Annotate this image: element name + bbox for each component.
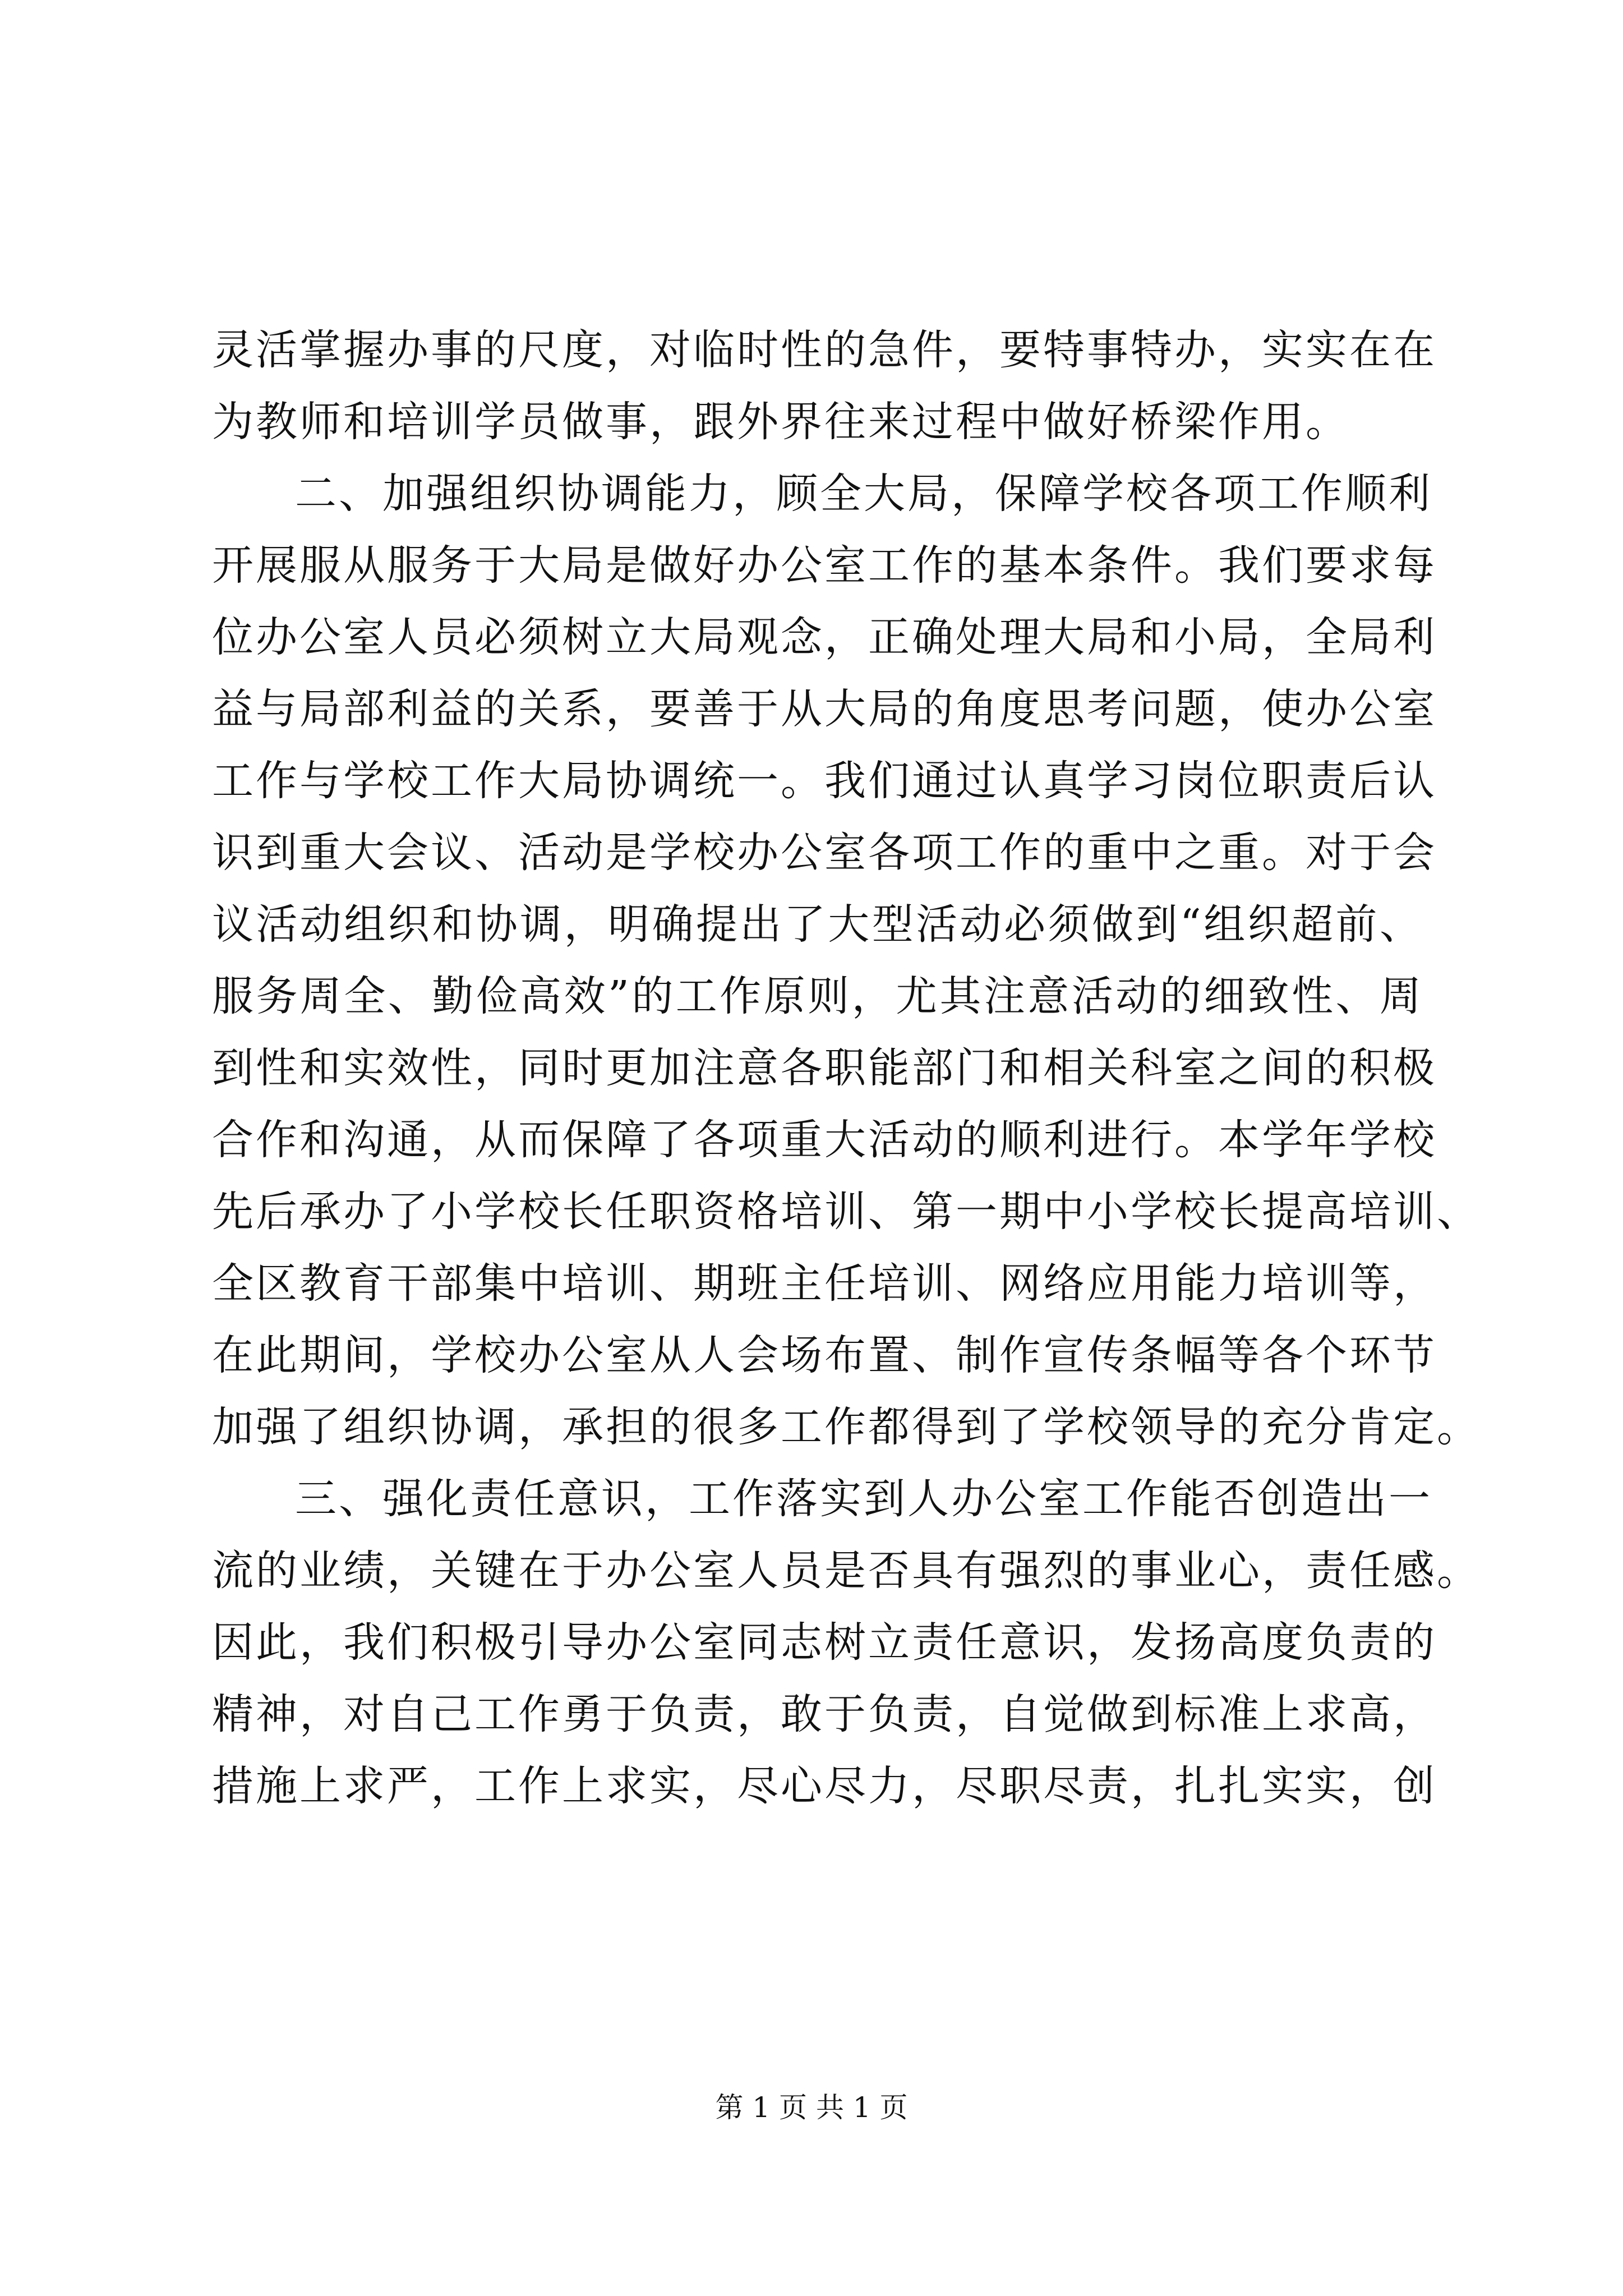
- section-heading-line: 三、强化责任意识，工作落实到人办公室工作能否创造出一: [295, 1475, 1432, 1523]
- text-line: 措施上求严，工作上求实，尽心尽力，尽职尽责，扎扎实实，创: [212, 1762, 1437, 1810]
- text-line: 开展服从服务于大局是做好办公室工作的基本条件。我们要求每: [212, 541, 1437, 590]
- text-line: 到性和实效性，同时更加注意各职能部门和相关科室之间的积极: [212, 1044, 1437, 1092]
- text-line: 工作与学校工作大局协调统一。我们通过认真学习岗位职责后认: [212, 757, 1437, 805]
- text-line: 位办公室人员必须树立大局观念，正确处理大局和小局，全局利: [212, 613, 1437, 661]
- section-heading-line: 二、加强组织协调能力，顾全大局，保障学校各项工作顺利: [295, 470, 1432, 518]
- text-line: 流的业绩，关键在于办公室人员是否具有强烈的事业心，责任感。: [212, 1547, 1481, 1595]
- text-line: 服务周全、勤俭高效”的工作原则，尤其注意活动的细致性、周: [212, 972, 1423, 1020]
- text-line: 加强了组织协调，承担的很多工作都得到了学校领导的充分肯定。: [212, 1403, 1481, 1451]
- text-line: 灵活掌握办事的尺度，对临时性的急件，要特事特办，实实在在: [212, 326, 1437, 374]
- text-line: 先后承办了小学校长任职资格培训、第一期中小学校长提高培训、: [212, 1188, 1481, 1236]
- text-line: 精神，对自己工作勇于负责，敢于负责，自觉做到标准上求高，: [212, 1690, 1437, 1738]
- text-line: 识到重大会议、活动是学校办公室各项工作的重中之重。对于会: [212, 829, 1437, 877]
- document-body: [212, 314, 1481, 1822]
- text-line: 合作和沟通，从而保障了各项重大活动的顺利进行。本学年学校: [212, 1116, 1437, 1164]
- text-line: 益与局部利益的关系，要善于从大局的角度思考问题，使办公室: [212, 685, 1437, 733]
- page-number-footer: 第 1 页 共 1 页: [715, 2091, 908, 2124]
- text-line: 议活动组织和协调，明确提出了大型活动必须做到“组织超前、: [212, 900, 1423, 949]
- text-line: 因此，我们积极引导办公室同志树立责任意识，发扬高度负责的: [212, 1618, 1437, 1667]
- text-line: 为教师和培训学员做事，跟外界往来过程中做好桥梁作用。: [212, 398, 1349, 446]
- text-line: 全区教育干部集中培训、期班主任培训、网络应用能力培训等，: [212, 1259, 1437, 1308]
- text-line: 在此期间，学校办公室从人会场布置、制作宣传条幅等各个环节: [212, 1331, 1437, 1379]
